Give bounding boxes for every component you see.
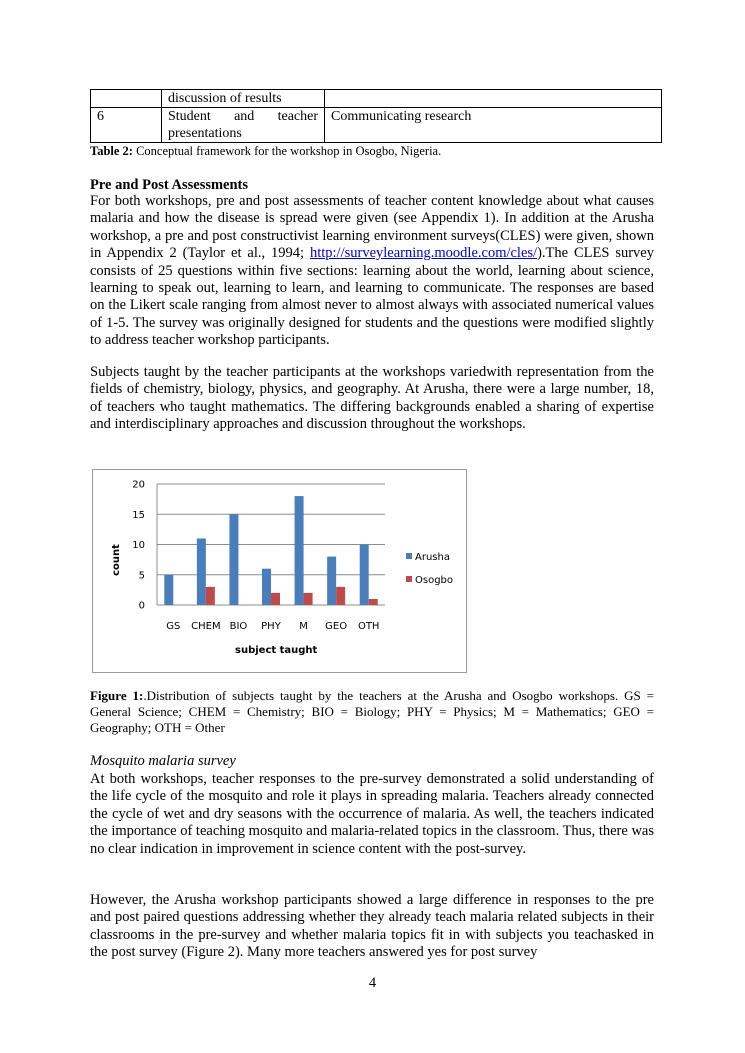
table-row bbox=[91, 90, 662, 108]
bar-arusha-bio bbox=[229, 514, 238, 605]
paragraph-text: ).The CLES survey consists of 25 questions within five sections: learning about the world, learning about science, learning to speak out, learning to learn, and learning to communicate. The responses are based on the Likert scale ranging from almost never to almost always with associated numerical values of 1-5. The survey was originally designed for students and the questions were modified slightly to address teacher workshop participants. bbox=[90, 245, 654, 349]
bar-osogbo-oth bbox=[369, 599, 378, 605]
legend-label-arusha: Arusha bbox=[415, 552, 450, 563]
x-axis-label: subject taught bbox=[235, 645, 318, 656]
bar-arusha-oth bbox=[360, 545, 369, 606]
figure-caption-label: Figure 1: bbox=[90, 688, 144, 703]
table-caption-label: Table 2: bbox=[90, 144, 133, 158]
legend-swatch-arusha bbox=[406, 553, 412, 559]
bar-osogbo-phy bbox=[271, 593, 280, 605]
bar-arusha-geo bbox=[327, 557, 336, 605]
legend bbox=[406, 552, 453, 586]
x-tick-label: PHY bbox=[261, 621, 281, 632]
table-caption bbox=[90, 144, 441, 159]
section-heading: Pre and Post Assessments bbox=[90, 177, 249, 193]
paragraph bbox=[90, 193, 654, 350]
paragraph: Subjects taught by the teacher participants at the workshops variedwith representation from the fields of chemistry, biology, physics, and geography. At Arusha, there were a large number, 18, of teachers who taught mathematics. The differing backgrounds enabled a sharing of expertise and interdisciplinary approaches and discussion throughout the workshops. bbox=[90, 364, 654, 433]
bar-osogbo-m bbox=[304, 593, 313, 605]
y-tick-label: 0 bbox=[138, 600, 145, 612]
bar-arusha-gs bbox=[164, 575, 173, 605]
figure-1-chart bbox=[92, 469, 467, 673]
table-cell-activity: discussion of results bbox=[162, 90, 325, 108]
figure-caption-text: .Distribution of subjects taught by the teachers at the Arusha and Osogbo workshops. GS = General Science; CHEM = Chemistry; BIO = Biology; PHY = Physics; M = Mathematics; GEO = Geography; OTH = Other bbox=[90, 688, 654, 735]
table-cell-activity bbox=[162, 108, 325, 143]
activity-line: Student and teacher bbox=[168, 109, 318, 124]
x-tick-label: BIO bbox=[229, 621, 248, 632]
x-tick-label: GEO bbox=[325, 621, 348, 632]
activity-line: presentations bbox=[168, 126, 242, 141]
x-tick-label: CHEM bbox=[191, 621, 221, 632]
y-axis-label: count bbox=[111, 544, 122, 576]
subsection-heading: Mosquito malaria survey bbox=[90, 753, 236, 769]
table-cell-num: 6 bbox=[91, 108, 162, 143]
paragraph: At both workshops, teacher responses to the pre-survey demonstrated a solid understanding of the life cycle of the mosquito and role it plays in spreading malaria. Teachers already connected the cycle of wet and dry seasons with the occurrence of malaria. As well, the teachers indicated the importance of teaching mosquito and malaria-related topics in the classroom. Thus, there was no clear indication in improvement in science content with the post-survey. bbox=[90, 771, 654, 857]
y-tick-label: 15 bbox=[132, 509, 145, 521]
table-cell-focus: Communicating research bbox=[325, 108, 662, 143]
paragraph: However, the Arusha workshop participants showed a large difference in responses to the pre and post paired questions addressing whether they already teach malaria related subjects in their classrooms in the pre-survey and whether malaria topics fit in with subjects you teachasked in the post survey (Figure 2). Many more teachers answered yes for post survey bbox=[90, 892, 654, 961]
page-number: 4 bbox=[368, 975, 377, 991]
table-row bbox=[91, 108, 662, 143]
bars bbox=[164, 496, 377, 605]
table-caption-text: Conceptual framework for the workshop in Osogbo, Nigeria. bbox=[132, 144, 442, 158]
x-tick-labels bbox=[166, 621, 379, 632]
legend-label-osogbo: Osogbo bbox=[415, 575, 454, 586]
x-tick-label: M bbox=[299, 621, 308, 632]
bar-osogbo-geo bbox=[336, 587, 345, 605]
y-tick-label: 20 bbox=[132, 479, 145, 491]
bar-arusha-m bbox=[295, 496, 304, 605]
figure-caption bbox=[90, 688, 654, 736]
y-tick-label: 10 bbox=[132, 540, 145, 551]
paragraph-text: For both workshops, pre and post assessments of teacher content knowledge about what causes malaria and how the disease is spread were given (see Appendix 1). In addition at the Arusha workshop, a pre and post constructivist learning environment surveys(CLES) were given, shown in Appendix 2 (Taylor et al., 1994; bbox=[90, 193, 654, 262]
legend-swatch-osogbo bbox=[406, 576, 412, 582]
table-cell-focus bbox=[325, 90, 662, 108]
table-cell-num bbox=[91, 90, 162, 108]
bar-chart bbox=[93, 470, 466, 672]
framework-table-fragment bbox=[90, 89, 662, 143]
y-tick-labels bbox=[132, 480, 145, 612]
x-tick-label: GS bbox=[166, 621, 181, 632]
bar-osogbo-chem bbox=[206, 587, 215, 605]
x-tick-label: OTH bbox=[357, 621, 380, 632]
cles-link[interactable]: http://surveylearning.moodle.com/cles/ bbox=[309, 245, 538, 262]
y-tick-label: 5 bbox=[138, 570, 145, 582]
bar-arusha-phy bbox=[262, 569, 271, 605]
bar-arusha-chem bbox=[197, 538, 206, 605]
